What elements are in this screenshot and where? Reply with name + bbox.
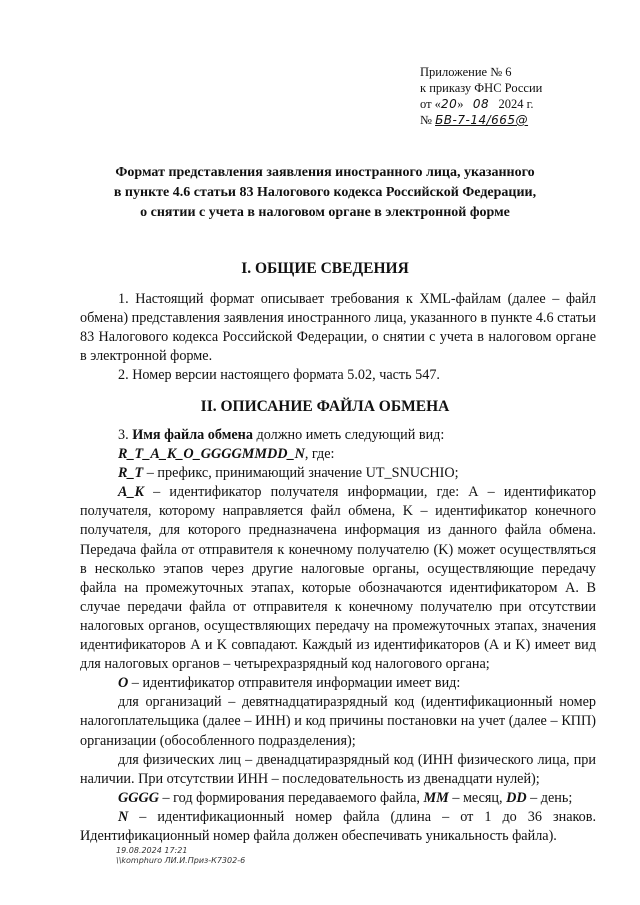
document-title: Формат представления заявления иностранного лица, указанного в пункте 4.6 статьи 83 Налогового кодекса Российской Федерации, о снятии с учета в налоговом органе в электронной форме <box>113 165 537 220</box>
section-2-body <box>80 426 596 846</box>
org-definition: для организаций – девятнадцатиразрядный код (идентификационный номер налогоплательщика (далее – ИНН) и код причины постановки на учет (далее – КПП) организации (обособленного подразделения); <box>80 694 596 749</box>
appendix-block <box>420 64 620 128</box>
o-definition: O – идентификатор отправителя информации имеет вид: <box>118 675 461 692</box>
file-name-pattern: R_T_A_K_O_GGGGMMDD_N, где: <box>118 446 335 463</box>
appendix-date: от «20» 08 2024 г. <box>420 97 534 111</box>
handwritten-day: 20 <box>440 97 458 111</box>
section-1-body <box>80 290 596 385</box>
paragraph-2: 2. Номер версии настоящего формата 5.02, часть 547. <box>118 367 440 384</box>
individual-definition: для физических лиц – двенадцатиразрядный код (ИНН физического лица, при наличии. При отсутствии ИНН – последовательность из двенадцати нулей); <box>80 751 596 787</box>
section-1-heading: I. ОБЩИЕ СВЕДЕНИЯ <box>241 260 409 277</box>
appendix-line-2: к приказу ФНС России <box>420 81 543 95</box>
paragraph-1: 1. Настоящий формат описывает требования к XML-файлам (далее – файл обмена) представления заявления иностранного лица, указанного в пункте 4.6 статьи 83 Налогового кодекса Российской Федерации, о снятии с учета в налоговом органе в электронной форме. <box>80 291 596 365</box>
n-definition: N – идентификационный номер файла (длина – от 1 до 36 знаков. Идентификационный номер файла должен обеспечивать уникальность файла). <box>80 808 596 844</box>
appendix-number: № БВ-7-14/665@ <box>420 113 529 127</box>
handwritten-month: 08 <box>472 97 490 111</box>
print-footer: 19.08.2024 17:21 \\komphuro ЛИ.И.Приз-К7302-6 <box>116 846 246 865</box>
handwritten-order-number: БВ-7-14/665@ <box>435 113 529 127</box>
appendix-line-1: Приложение № 6 <box>420 65 512 79</box>
date-definition: GGGG – год формирования передаваемого файла, MM – месяц, DD – день; <box>118 789 573 806</box>
paragraph-3: 3. Имя файла обмена должно иметь следующий вид: <box>118 427 445 443</box>
ak-definition: A_K – идентификатор получателя информации, где: А – идентификатор получателя, которому направляется файл обмена, K – идентификатор конечного получателя, для которого предназначена информация из данного файла обмена. Передача файла от отправителя к конечному получателю (K) может осуществляться в несколько этапов через другие налоговые органы, осуществляющие передачу файла на промежуточных этапах, которые обозначаются идентификатором А. В случае передачи файла от отправителя к конечному получателю при отсутствии налоговых органов, осуществляющих передачу на промежуточных этапах, значения идентификаторов А и K совпадают. Каждый из идентификаторов (А и K) имеет вид для налоговых органов – четырехразрядный код налогового органа; <box>80 484 596 673</box>
section-2-heading: II. ОПИСАНИЕ ФАЙЛА ОБМЕНА <box>200 398 450 415</box>
rt-definition: R_T – префикс, принимающий значение UT_SNUCHIO; <box>118 465 459 482</box>
